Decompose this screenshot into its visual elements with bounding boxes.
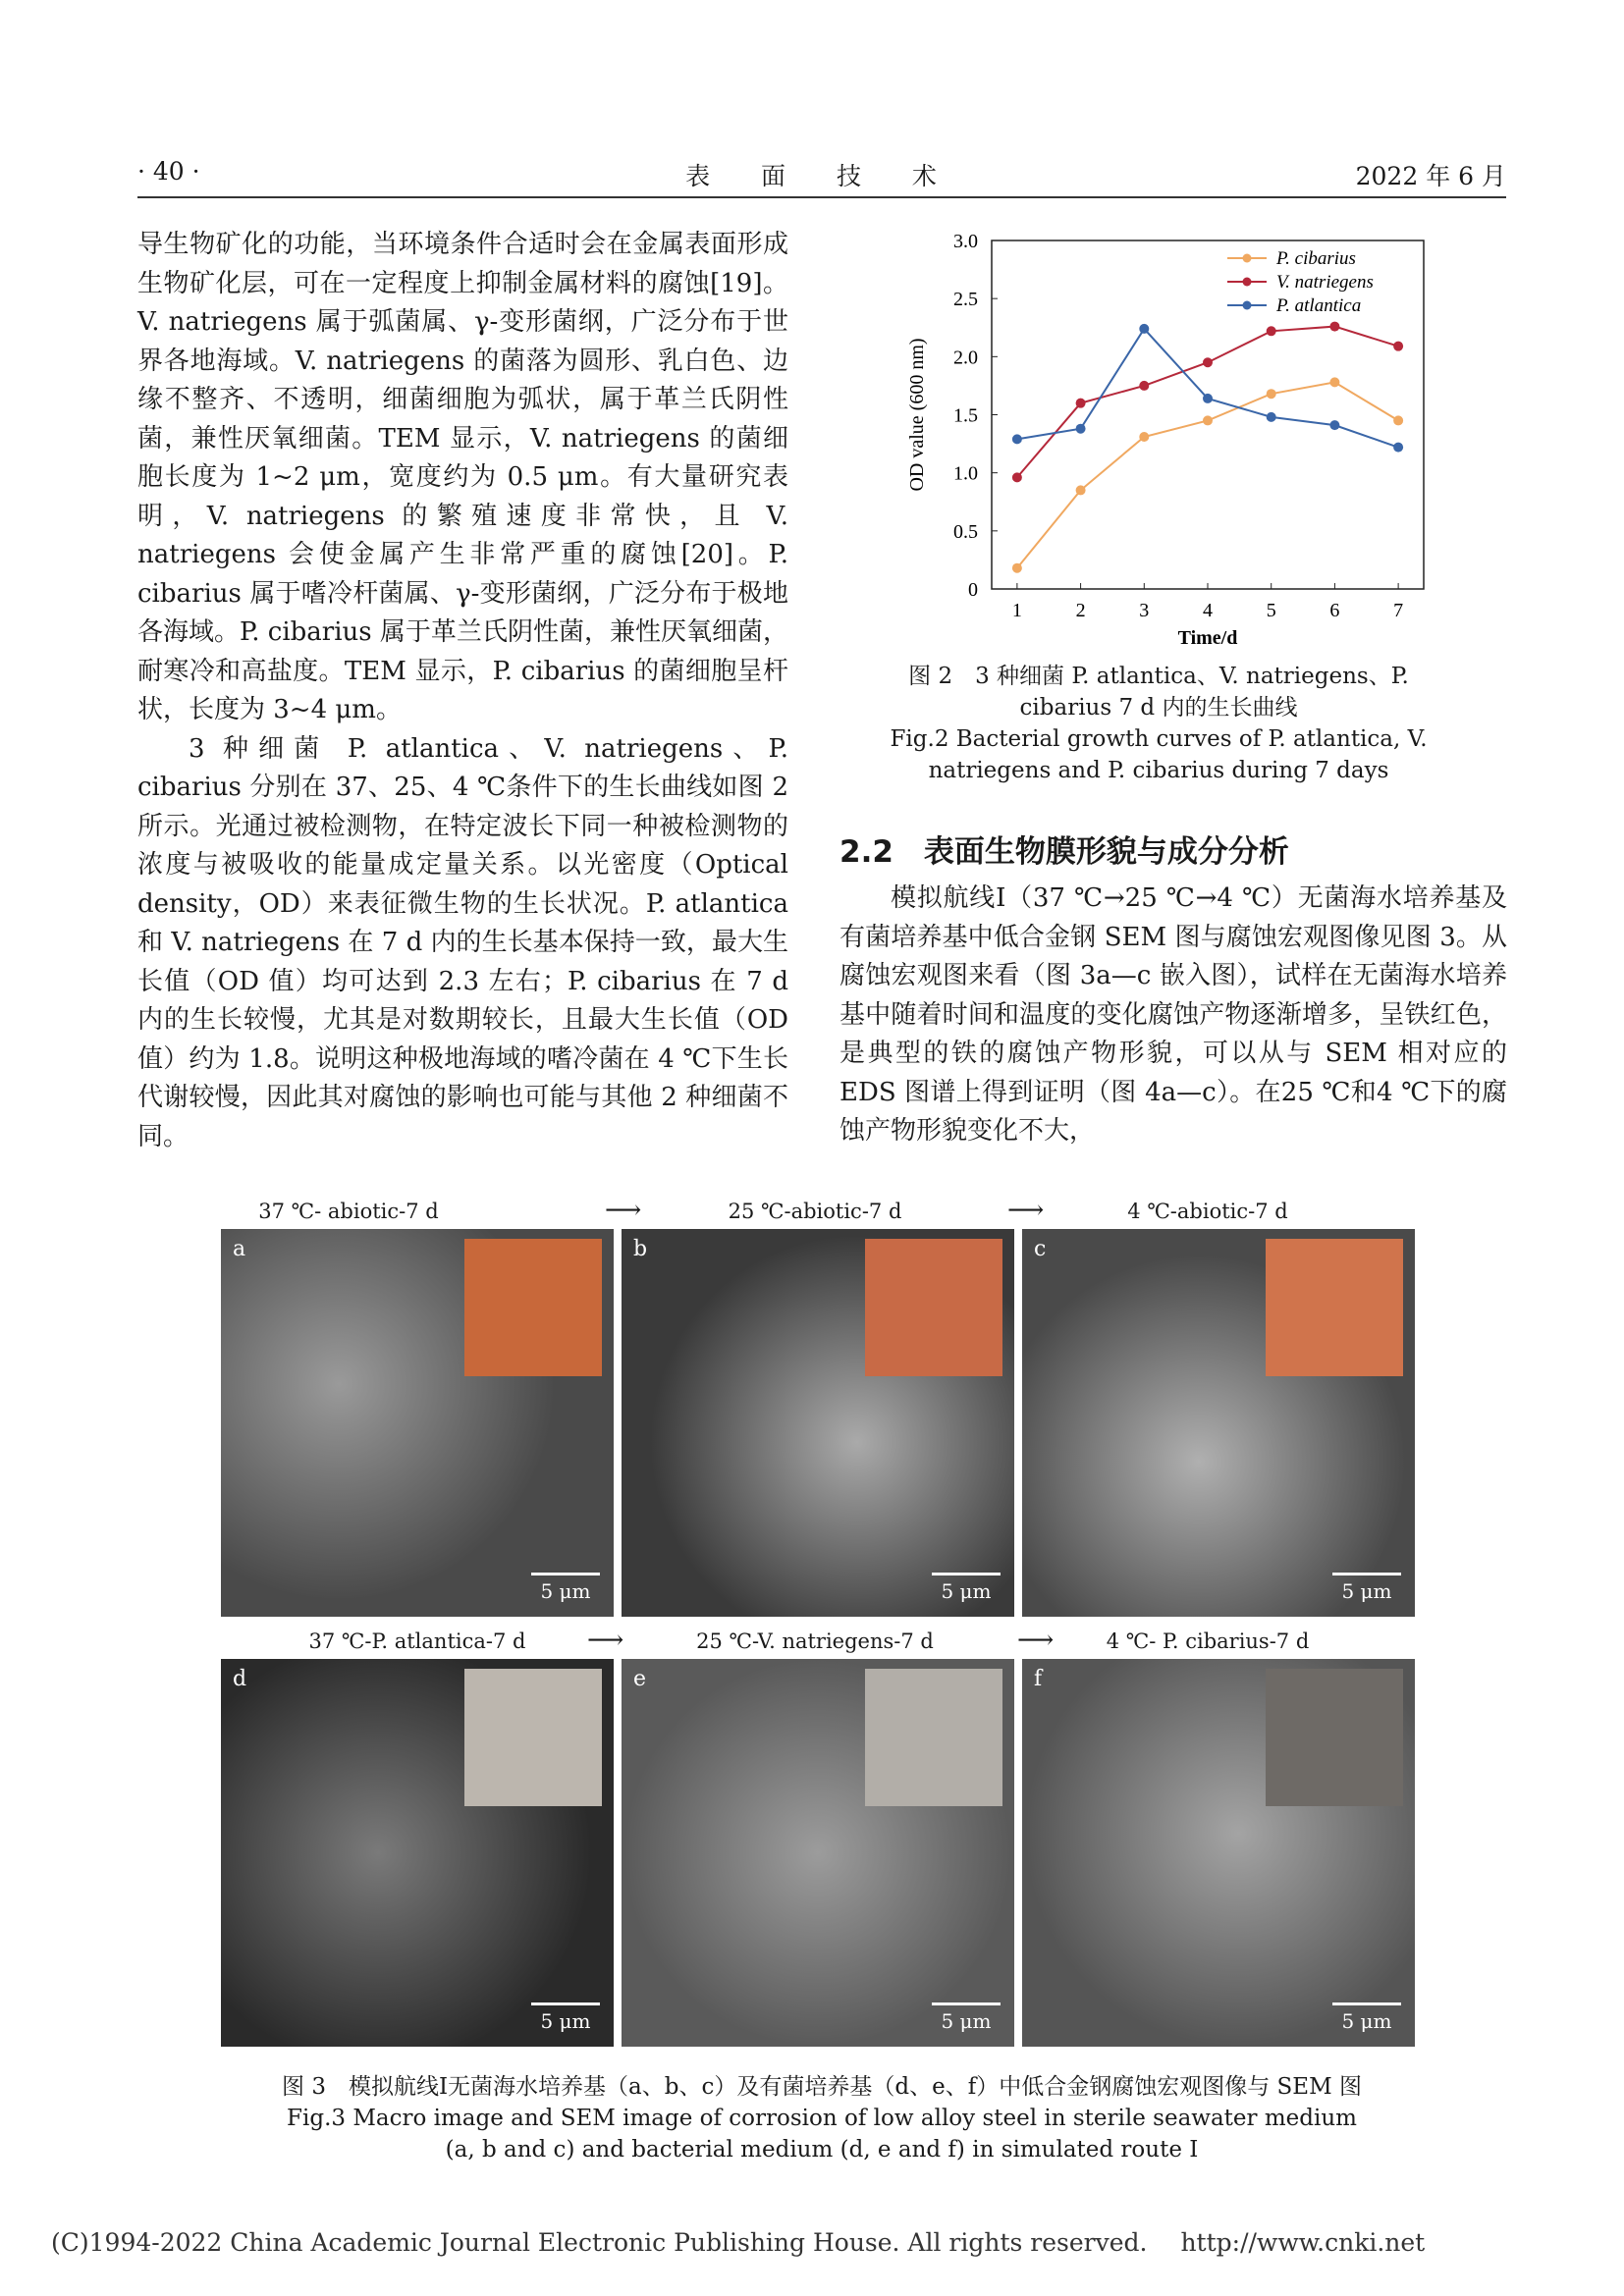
sem-panel-c [1022,1229,1415,1617]
fig3-title-c: 4 ℃-abiotic-7 d [1127,1200,1288,1223]
x-tick-label-0: 1 [1011,600,1022,621]
x-tick-label-3: 4 [1203,600,1213,621]
point-p-atlantica-2 [1076,424,1086,434]
y-tick-label-4: 2.0 [953,347,978,369]
paragraph-bacteria-description: 导生物矿化的功能，当环境条件合适时会在金属表面形成生物矿化层，可在一定程度上抑制金属材料的腐蚀[19]。V. natriegens 属于弧菌属、γ-变形菌纲，广泛分布于世界各地海域。V. natriegens 的菌落为圆形、乳白色、边缘不整齐、不透明，细菌细胞为弧状，属于革兰氏阴性菌，兼性厌氧细菌。TEM 显示，V. natriegens 的菌细胞长度为 1~2 μm，宽度约为 0.5 μm。有大量研究表明，V. natriegens 的繁殖速度非常快，且 V. natriegens 会使金属产生非常严重的腐蚀[20]。P. cibarius 属于嗜冷杆菌属、γ-变形菌纲，广泛分布于极地各海域。P. cibarius 属于革兰氏阴性菌，兼性厌氧细菌，耐寒冷和高盐度。TEM 显示，P. cibarius 的菌细胞呈杆状，长度为 3~4 μm。 [137,230,788,724]
point-v-natriegens-3 [1139,381,1149,391]
macro-inset-e [865,1669,1002,1806]
legend-marker-v-natriegens [1243,278,1252,287]
fig3-arrow-4: ⟶ [1017,1626,1055,1655]
macro-inset-a [464,1239,602,1376]
x-tick-label-5: 6 [1329,600,1340,621]
figure2-caption-en: Fig.2 Bacterial growth curves of P. atlantica, V. natriegens and P. cibarius during 7 days [890,726,1428,783]
section-title: 2.2 表面生物膜形貌与成分分析 [839,834,1289,870]
sem-panel-a [221,1229,614,1617]
panel-letter-f: f [1034,1667,1043,1691]
y-axis-label: OD value (600 nm) [906,338,928,492]
y-tick-label-0: 0 [968,579,978,601]
x-tick-label-1: 2 [1075,600,1086,621]
fig3-arrow-3: ⟶ [587,1626,624,1655]
panel-letter-e: e [633,1667,647,1691]
sem-panel-d [221,1659,614,2047]
figure3-caption-en-2: (a, b and c) and bacterial medium (d, e and f) in simulated route I [445,2137,1199,2163]
x-tick-label-4: 5 [1266,600,1276,621]
point-v-natriegens-2 [1076,399,1086,408]
page-number: · 40 · [137,157,200,186]
legend-label-v-natriegens: V. natriegens [1276,272,1374,293]
point-p-cibarius-3 [1139,432,1149,442]
point-p-cibarius-4 [1203,415,1213,425]
scale-bar-c: 5 μm [1332,1573,1401,1603]
paragraph-growth-curves: 3 种细菌 P. atlantica、V. natriegens、P. cibarius 分别在 37、25、4 ℃条件下的生长曲线如图 2 所示。光通过被检测物，在特定波长下同一种被检测物的浓度与被吸收的能量成定量关系。以光密度（Optical density，OD）来表征微生物的生长状况。P. atlantica 和 V. natriegens 在 7 d 内的生长基本保持一致，最大生长值（OD 值）均可达到 2.3 左右；P. cibarius 在 7 d 内的生长较慢，尤其是对数期较长，且最大生长值（OD 值）约为 1.8。说明这种极地海域的嗜冷菌在 4 ℃下生长代谢较慢，因此其对腐蚀的影响也可能与其他 2 种细菌不同。 [137,733,788,1151]
point-v-natriegens-4 [1203,357,1213,367]
point-p-cibarius-7 [1393,415,1403,425]
y-tick-label-1: 0.5 [953,520,978,543]
sem-panel-f [1022,1659,1415,2047]
issue-date: 2022 年 6 月 [1355,162,1506,190]
fig3-title-d: 37 ℃-P. atlantica-7 d [308,1629,526,1653]
point-p-atlantica-6 [1329,420,1339,430]
footer-url[interactable]: http://www.cnki.net [1180,2228,1426,2257]
fig3-title-b: 25 ℃-abiotic-7 d [728,1200,902,1223]
scale-bar-b: 5 μm [932,1573,1001,1603]
scale-bar-a: 5 μm [531,1573,600,1603]
legend-marker-p-cibarius [1243,254,1252,263]
scale-bar-f: 5 μm [1332,2002,1401,2033]
figure2-caption-cn: 图 2 3 种细菌 P. atlantica、V. natriegens、P. cibarius 7 d 内的生长曲线 [908,664,1409,721]
fig3-title-e: 25 ℃-V. natriegens-7 d [696,1629,934,1653]
point-v-natriegens-5 [1267,326,1276,336]
macro-inset-c [1266,1239,1403,1376]
figure3-caption-en-1: Fig.3 Macro image and SEM image of corrosion of low alloy steel in sterile seawater medium [287,2106,1357,2131]
fig3-title-f: 4 ℃- P. cibarius-7 d [1106,1629,1310,1653]
panel-letter-d: d [233,1667,247,1691]
figure3-caption [137,2071,1506,2165]
point-p-cibarius-1 [1012,563,1022,573]
macro-inset-d [464,1669,602,1806]
fig3-arrow-2: ⟶ [1007,1196,1045,1225]
point-p-cibarius-6 [1329,377,1339,387]
panel-letter-c: c [1034,1237,1047,1261]
point-p-atlantica-3 [1139,324,1149,334]
panel-letter-a: a [233,1237,246,1261]
header-rule [137,196,1506,198]
sem-panel-e [622,1659,1014,2047]
point-p-atlantica-7 [1393,443,1403,453]
point-p-atlantica-5 [1267,412,1276,422]
series-line-p-atlantica [1017,329,1398,448]
sem-panel-b [622,1229,1014,1617]
figure3-caption-cn: 图 3 模拟航线Ⅰ无菌海水培养基（a、b、c）及有菌培养基（d、e、f）中低合金钢腐蚀宏观图像与 SEM 图 [282,2074,1362,2100]
page-header [137,157,1506,196]
point-p-atlantica-1 [1012,434,1022,444]
x-axis-label: Time/d [1177,627,1238,649]
legend-marker-p-atlantica [1243,301,1252,310]
macro-inset-f [1266,1669,1403,1806]
y-tick-label-5: 2.5 [953,289,978,311]
scale-bar-d: 5 μm [531,2002,600,2033]
point-p-cibarius-2 [1076,485,1086,495]
point-v-natriegens-7 [1393,342,1403,351]
paragraph-surface-analysis: 模拟航线Ⅰ（37 ℃→25 ℃→4 ℃）无菌海水培养基及有菌培养基中低合金钢 SEM 图与腐蚀宏观图像见图 3。从腐蚀宏观图来看（图 3a—c 嵌入图），试样在无菌海水培养基中随着时间和温度的变化腐蚀产物逐渐增多，呈铁红色，是典型的铁的腐蚀产物形貌，可以从与 SEM 相对应的 EDS 图谱上得到证明（图 4a—c）。在25 ℃和4 ℃下的腐蚀产物形貌变化不大， [839,883,1507,1146]
right-column [839,880,1507,1151]
figure2-caption [864,661,1453,786]
legend-label-p-cibarius: P. cibarius [1276,248,1356,269]
journal-name: 表 面 技 术 [685,162,958,190]
y-tick-label-3: 1.5 [953,404,978,427]
growth-curve-chart [884,226,1443,658]
scale-bar-e: 5 μm [932,2002,1001,2033]
x-tick-label-2: 3 [1139,600,1150,621]
y-tick-label-6: 3.0 [953,231,978,252]
x-tick-label-6: 7 [1393,600,1404,621]
fig3-arrow-1: ⟶ [605,1196,642,1225]
point-v-natriegens-6 [1329,322,1339,332]
copyright-text: (C)1994-2022 China Academic Journal Electronic Publishing House. All rights reserved. [51,2228,1148,2257]
macro-inset-b [865,1239,1002,1376]
point-p-atlantica-4 [1203,394,1213,403]
point-v-natriegens-1 [1012,472,1022,482]
plot-frame [992,240,1424,589]
y-tick-label-2: 1.0 [953,462,978,485]
fig3-title-a: 37 ℃- abiotic-7 d [258,1200,439,1223]
copyright-footer [51,2228,1425,2257]
point-p-cibarius-5 [1267,389,1276,399]
legend-label-p-atlantica: P. atlantica [1276,295,1362,316]
panel-letter-b: b [633,1237,648,1261]
left-column [137,226,788,1156]
